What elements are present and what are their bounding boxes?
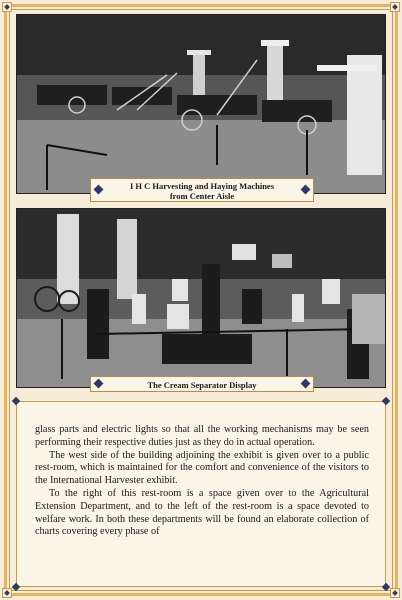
body-paragraph: To the right of this rest-room is a space given over to the Agricultural Extension Department, and to the left of the rest-room is a space devoted to welfare work. In both these departments will be found an elaborate collection of charts covering every phase of — [35, 487, 369, 538]
body-paragraph: The west side of the building adjoining the exhibit is given over to a public rest-room, which is maintained for the comfort and convenience of the visitors to the International Harvester exhibit. — [35, 449, 369, 487]
harvesting-machines-image — [17, 15, 386, 194]
corner-ornament — [2, 588, 12, 598]
corner-ornament — [390, 2, 400, 12]
caption-line-1: I H C Harvesting and Haying Machines — [129, 181, 275, 191]
corner-ornament — [390, 588, 400, 598]
corner-ornament — [2, 2, 12, 12]
photo-caption-harvesting — [90, 178, 314, 202]
caption-line-1: The Cream Separator Display — [147, 380, 257, 390]
body-paragraph: glass parts and electric lights so that all the working mechanisms may be seen performing their respective duties just as they do in actual operation. — [35, 424, 369, 448]
caption-line-2: from Center Aisle — [169, 191, 235, 201]
body-text-box — [16, 401, 386, 587]
photo-caption-cream-separator — [90, 376, 314, 392]
photo-cream-separator-display — [16, 208, 386, 388]
cream-separator-image — [17, 209, 386, 388]
photo-harvesting-machines — [16, 14, 386, 194]
